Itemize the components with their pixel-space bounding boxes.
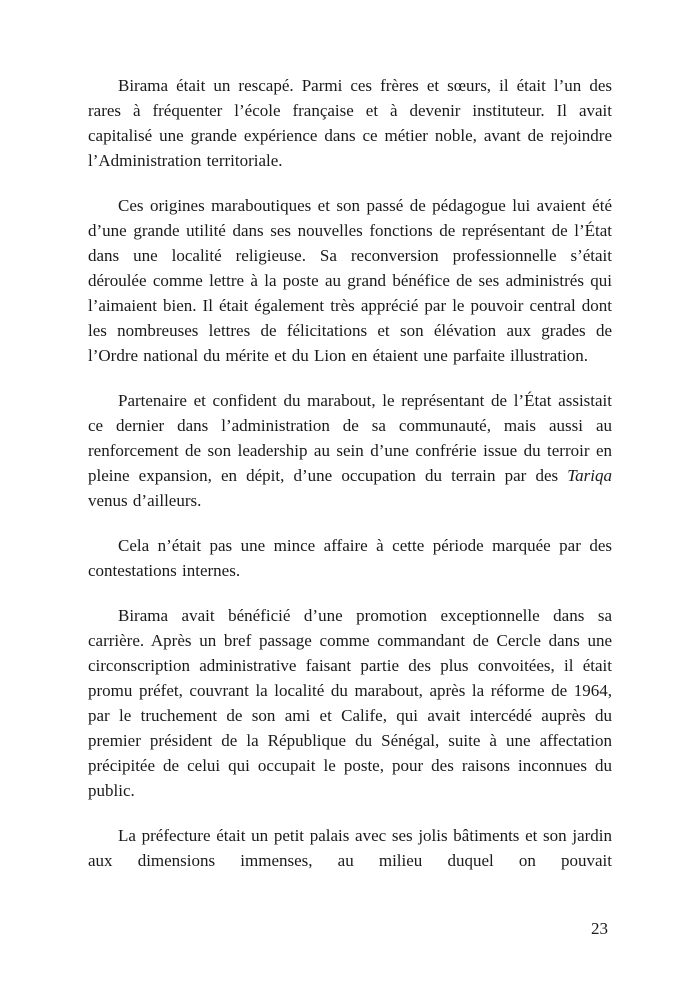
paragraph-6: La préfecture était un petit palais avec ses jolis bâtiments et son jardin aux dimensions immenses, au milieu duquel on pouvait [88, 826, 612, 870]
paragraph-4: Cela n’était pas une mince affaire à cette période marquée par des contestations internes. [88, 536, 612, 580]
paragraph-3-text-after: venus d’ailleurs. [88, 491, 202, 510]
text-block [88, 73, 612, 873]
paragraph-2: Ces origines maraboutiques et son passé de pédagogue lui avaient été d’une grande utilité dans ses nouvelles fonctions de représentant de l’État dans une localité religieuse. Sa reconversion professionnelle s’était déroulée comme lettre à la poste au grand bénéfice de ses administrés qui l’aimaient bien. Il était également très apprécié par le pouvoir central dont les nombreuses lettres de félicitations et son élévation aux grades de l’Ordre national du mérite et du Lion en étaient une parfaite illustration. [88, 196, 612, 365]
paragraph-1: Birama était un rescapé. Parmi ces frères et sœurs, il était l’un des rares à fréquenter l’école française et à devenir instituteur. Il avait capitalisé une grande expérience dans ce métier noble, avant de rejoindre l’Administration territoriale. [88, 76, 612, 170]
paragraph-3-text-before: Partenaire et confident du marabout, le représentant de l’État assistait ce dernier dans l’administration de sa communauté, mais aussi au renforcement de son leadership au sein d’une confrérie issue du terroir en pleine expansion, en dépit, d’une occupation du terrain par des [88, 391, 612, 485]
paragraph-3 [88, 388, 612, 513]
paragraph-5: Birama avait bénéficié d’une promotion exceptionnelle dans sa carrière. Après un bref passage comme commandant de Cercle dans une circonscription administrative faisant partie des plus convoitées, il était promu préfet, couvrant la localité du marabout, après la réforme de 1964, par le truchement de son ami et Calife, qui avait intercédé auprès du premier président de la République du Sénégal, suite à une affectation précipitée de celui qui occupait le poste, pour des raisons inconnues du public. [88, 606, 612, 800]
italic-term-tariqa: Tariqa [567, 466, 612, 485]
page-number: 23 [591, 919, 608, 938]
